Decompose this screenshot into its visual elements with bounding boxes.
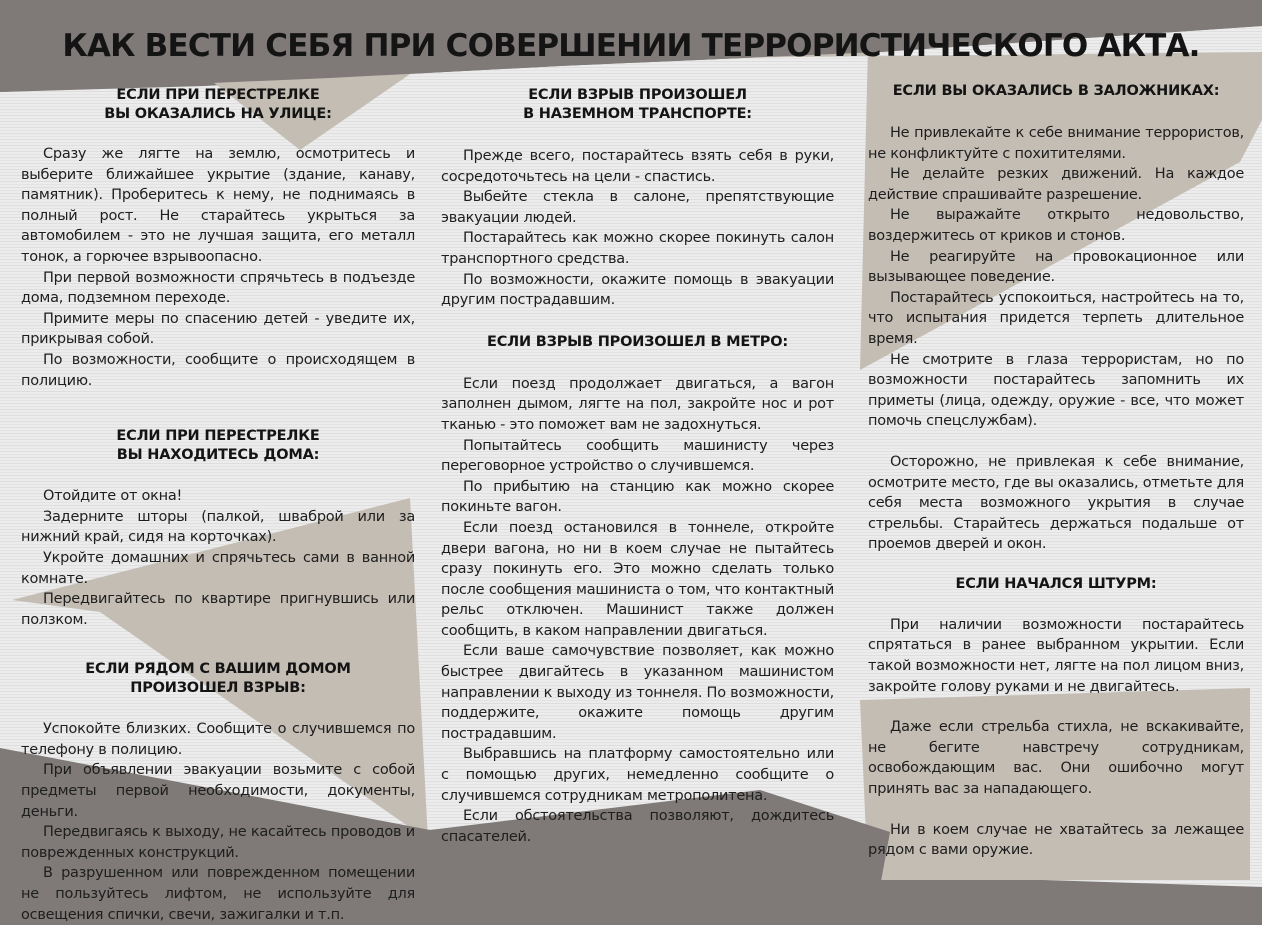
page-title: КАК ВЕСТИ СЕБЯ ПРИ СОВЕРШЕНИИ ТЕРРОРИСТИЧЕСКОГО АКТА. <box>62 28 1200 64</box>
section-hostage: Не привлекайте к себе внимание террористов, не конфликтуйте с похитителями. Не делайте резких движений. На каждое действие спрашивайте разрешение. Не выражайте открыто недовольство, воздержитесь от криков и стонов. Не реагируйте на провокационное или вызывающее поведение. Постарайтесь успокоиться, настройтесь на то, что испытания придется терпеть длительное время. Не смотрите в глаза террористам, но по возможности постарайтесь запомнить их приметы (лица, одежду, оружие - все, что может помочь спецслужбам). Осторожно, не привлекая к себе внимание, осмотрите место, где вы оказались, отметьте для себя места возможного укрытия в случае стрельбы. Старайтесь держаться подальше от проемов дверей и окон. <box>868 125 1244 553</box>
heading-assault: ЕСЛИ НАЧАЛСЯ ШТУРМ: <box>955 575 1157 592</box>
heading-home: ЕСЛИ ПРИ ПЕРЕСТРЕЛКЕ ВЫ НАХОДИТЕСЬ ДОМА: <box>116 428 320 464</box>
section-street: Сразу же лягте на землю, осмотритесь и выберите ближайшее укрытие (здание, канаву, памятник). Проберитесь к нему, не поднимаясь в полный рост. Не старайтесь укрыться за автомобилем - это не лучшая защита, его металл тонок, а горючее взрывоопасно. При первой возможности спрячьтесь в подъезде дома, подземном переходе. Примите меры по спасению детей - уведите их, прикрывая собой. По возможности, сообщите о происходящем в полицию. <box>21 146 415 389</box>
heading-metro: ЕСЛИ ВЗРЫВ ПРОИЗОШЕЛ В МЕТРО: <box>487 333 788 350</box>
heading-street: ЕСЛИ ПРИ ПЕРЕСТРЕЛКЕ ВЫ ОКАЗАЛИСЬ НА УЛИЦЕ: <box>104 87 332 122</box>
section-assault: При наличии возможности постарайтесь спрятаться в ранее выбранном укрытии. Если такой возможности нет, лягте на пол лицом вниз, закройте голову руками и не двигайтесь. Даже если стрельба стихла, не вскакивайте, не бегите навстречу сотрудникам, освобождающим вас. Они ошибочно могут принять вас за нападающего. Ни в коем случае не хватайтесь за лежащее рядом с вами оружие. <box>868 616 1244 859</box>
column-middle <box>441 86 834 847</box>
column-left <box>21 86 415 925</box>
heading-transport: ЕСЛИ ВЗРЫВ ПРОИЗОШЕЛ В НАЗЕМНОМ ТРАНСПОРТЕ: <box>523 87 752 122</box>
column-right <box>868 82 1244 861</box>
heading-hostage: ЕСЛИ ВЫ ОКАЗАЛИСЬ В ЗАЛОЖНИКАХ: <box>892 83 1220 99</box>
section-metro: Если поезд продолжает двигаться, а вагон заполнен дымом, лягте на пол, закройте нос и рот тканью - это поможет вам не задохнуться. Попытайтесь сообщить машинисту через переговорное устройство о случившемся. По прибытию на станцию как можно скорее покиньте вагон. Если поезд остановился в тоннеле, откройте двери вагона, но ни в коем случае не пытайтесь сразу покинуть его. Это можно сделать только после сообщения машиниста о том, что контактный рельс отключен. Машинист также должен сообщить, в каком направлении двигаться. Если ваше самочувствие позволяет, как можно быстрее двигайтесь в указанном машинистом направлении к выходу из тоннеля. По возможности, поддержите, окажите помощь другим пострадавшим. Выбравшись на платформу самостоятельно или с помощью других, немедленно сообщите о случившемся сотрудникам метрополитена. Если обстоятельства позволяют, дождитесь спасателей. <box>441 375 834 845</box>
section-transport: Прежде всего, постарайтесь взять себя в руки, сосредоточьтесь на цели - спастись. Выбейте стекла в салоне, препятствующие эвакуации людей. Постарайтесь как можно скорее покинуть салон транспортного средства. По возможности, окажите помощь в эвакуации другим пострадавшим. <box>441 148 834 309</box>
heading-near-home: ЕСЛИ РЯДОМ С ВАШИМ ДОМОМ ПРОИЗОШЕЛ ВЗРЫВ: <box>85 661 351 697</box>
section-near-home: Успокойте близких. Сообщите о случившемся по телефону в полицию. При объявлении эвакуации возьмите с собой предметы первой необходимости, документы, деньги. Передвигаясь к выходу, не касайтесь проводов и поврежденных конструкций. В разрушенном или поврежденном помещении не пользуйтесь лифтом, не используйте для освещения спички, свечи, зажигалки и т.п. <box>21 721 415 923</box>
section-home: Отойдите от окна! Задерните шторы (палкой, шваброй или за нижний край, сидя на корточках). Укройте домашних и спрячьтесь сами в ванной комнате. Передвигайтесь по квартире пригнувшись или ползком. <box>21 488 415 628</box>
